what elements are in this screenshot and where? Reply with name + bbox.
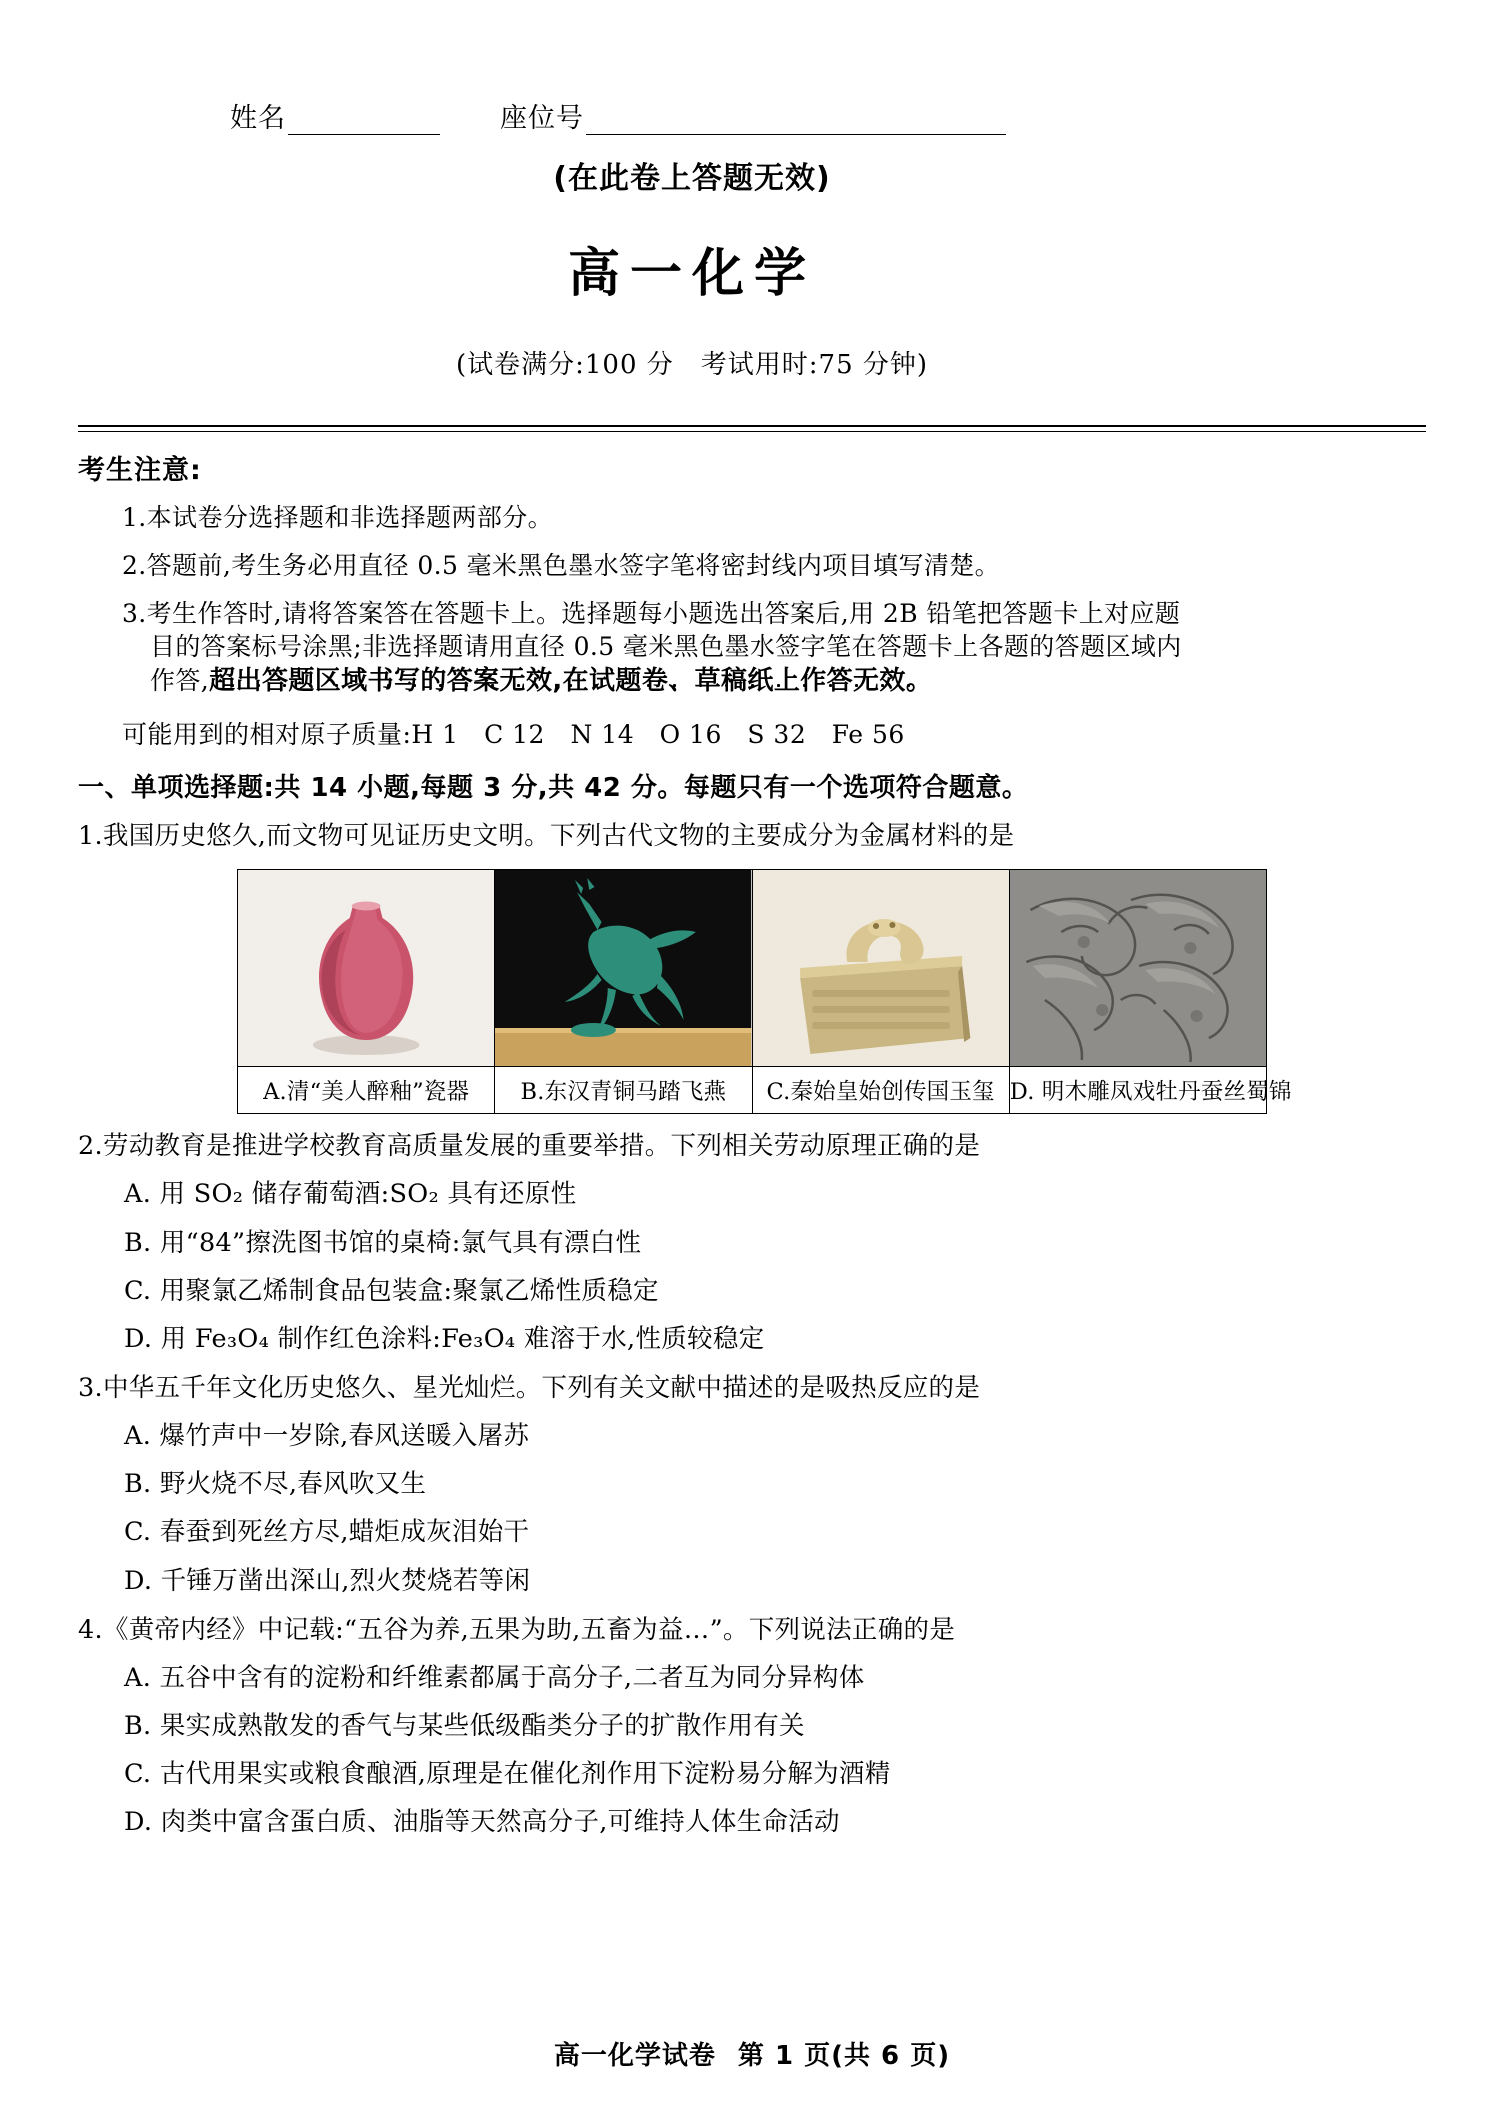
answer-invalid-notice: (在此卷上答题无效)	[553, 161, 831, 196]
question-4-stem: 《黄帝内经》中记载:“五谷为养,五果为助,五畜为益…”。下列说法正确的是	[102, 1614, 956, 1645]
footer-page-info: 第 1 页(共 6 页)	[737, 2041, 951, 2071]
artifact-cell-d[interactable]	[1009, 870, 1266, 1067]
question-4	[78, 1614, 1426, 1647]
question-2-option-c[interactable]: C. 用聚氯乙烯制食品包装盒:聚氯乙烯性质稳定	[124, 1275, 659, 1306]
notice-emphasis-text: 超出答题区域书写的答案无效,在试题卷、草稿纸上作答无效。	[209, 666, 932, 705]
bronze-horse-icon	[495, 870, 751, 1066]
seat-number-write-line[interactable]	[586, 107, 1006, 135]
pink-vase-icon	[238, 870, 494, 1066]
notice-item-3-line3	[122, 664, 1426, 699]
artifact-image-row	[238, 870, 1267, 1067]
question-2-option-b[interactable]: B. 用“84”擦洗图书馆的桌椅:氯气具有漂白性	[124, 1227, 642, 1258]
question-4-option-b[interactable]: B. 果实成熟散发的香气与某些低级酯类分子的扩散作用有关	[124, 1710, 805, 1741]
notice-item-3	[78, 597, 1426, 700]
question-4-option-c[interactable]: C. 古代用果实或粮食酿酒,原理是在催化剂作用下淀粉易分解为酒精	[124, 1759, 891, 1790]
footer-doc-title: 高一化学试卷	[553, 2041, 716, 2071]
notice-heading: 考生注意:	[78, 455, 202, 486]
name-label: 姓名	[230, 103, 286, 134]
divider	[78, 425, 1426, 432]
question-3-number: 3.	[78, 1372, 103, 1403]
artifact-caption-b: B.东汉青铜马踏飞燕	[495, 1067, 752, 1114]
artifact-caption-d: D. 明木雕凤戏牡丹蚕丝蜀锦	[1009, 1067, 1266, 1114]
notice-item-1: 1.本试卷分选择题和非选择题两部分。	[122, 503, 554, 532]
artifact-options-table	[237, 869, 1292, 1114]
question-2-option-d[interactable]: D. 用 Fe₃O₄ 制作红色涂料:Fe₃O₄ 难溶于水,性质较稳定	[124, 1323, 765, 1354]
artifact-cell-c[interactable]	[752, 870, 1009, 1067]
question-3-option-b[interactable]: B. 野火烧不尽,春风吹又生	[124, 1469, 427, 1500]
question-4-number: 4.	[78, 1614, 103, 1645]
notice-item-3-line2: 目的答案标号涂黑;非选择题请用直径 0.5 毫米黑色墨水签字笔在答题卡上各题的答题区域内	[150, 632, 1182, 662]
question-3	[78, 1372, 1426, 1405]
section-heading-single-choice: 一、单项选择题:共 14 小题,每题 3 分,共 42 分。每题只有一个选项符合题意。	[78, 773, 1029, 804]
question-2-number: 2.	[78, 1131, 103, 1162]
question-2-option-a[interactable]: A. 用 SO₂ 储存葡萄酒:SO₂ 具有还原性	[124, 1179, 577, 1210]
page-title: 高一化学	[567, 244, 816, 304]
artifact-cell-a[interactable]	[238, 870, 495, 1067]
exam-info: (试卷满分:100 分 考试用时:75 分钟)	[455, 350, 929, 380]
question-1-stem: 我国历史悠久,而文物可见证历史文明。下列古代文物的主要成分为金属材料的是	[102, 821, 1015, 852]
notice-item-2: 2.答题前,考生务必用直径 0.5 毫米黑色墨水签字笔将密封线内项目填写清楚。	[122, 550, 1001, 580]
artifact-caption-row	[238, 1067, 1267, 1114]
artifact-caption-a: A.清“美人醉釉”瓷器	[238, 1067, 495, 1114]
artifact-caption-c: C.秦始皇始创传国玉玺	[752, 1067, 1009, 1114]
question-3-stem: 中华五千年文化历史悠久、星光灿烂。下列有关文献中描述的是吸热反应的是	[102, 1372, 981, 1403]
student-id-line	[78, 96, 1426, 135]
question-2	[78, 1130, 1426, 1163]
question-4-option-d[interactable]: D. 肉类中富含蛋白质、油脂等天然高分子,可维持人体生命活动	[124, 1807, 840, 1838]
notice-item-3-prefix: 作答,	[150, 666, 210, 695]
wood-carving-icon	[1010, 870, 1266, 1066]
question-1-number: 1.	[78, 821, 103, 852]
name-write-line[interactable]	[288, 107, 440, 135]
page-footer	[0, 2035, 1504, 2072]
notice-item-3-line1: 3.考生作答时,请将答案答在答题卡上。选择题每小题选出答案后,用 2B 铅笔把答题卡上对应题	[122, 598, 1181, 628]
seat-number-label: 座位号	[500, 103, 584, 134]
artifact-cell-b[interactable]	[495, 870, 752, 1067]
question-1	[78, 820, 1426, 853]
question-4-option-a[interactable]: A. 五谷中含有的淀粉和纤维素都属于高分子,二者互为同分异构体	[124, 1662, 865, 1693]
question-3-option-d[interactable]: D. 千锤万凿出深山,烈火焚烧若等闲	[124, 1565, 531, 1596]
jade-seal-icon	[753, 870, 1009, 1066]
question-3-option-c[interactable]: C. 春蚕到死丝方尽,蜡炬成灰泪始干	[124, 1517, 530, 1548]
question-3-option-a[interactable]: A. 爆竹声中一岁除,春风送暖入屠苏	[124, 1421, 530, 1452]
relative-atomic-masses: 可能用到的相对原子质量:H 1 C 12 N 14 O 16 S 32 Fe 56	[122, 720, 905, 750]
question-2-stem: 劳动教育是推进学校教育高质量发展的重要举措。下列相关劳动原理正确的是	[102, 1131, 981, 1162]
